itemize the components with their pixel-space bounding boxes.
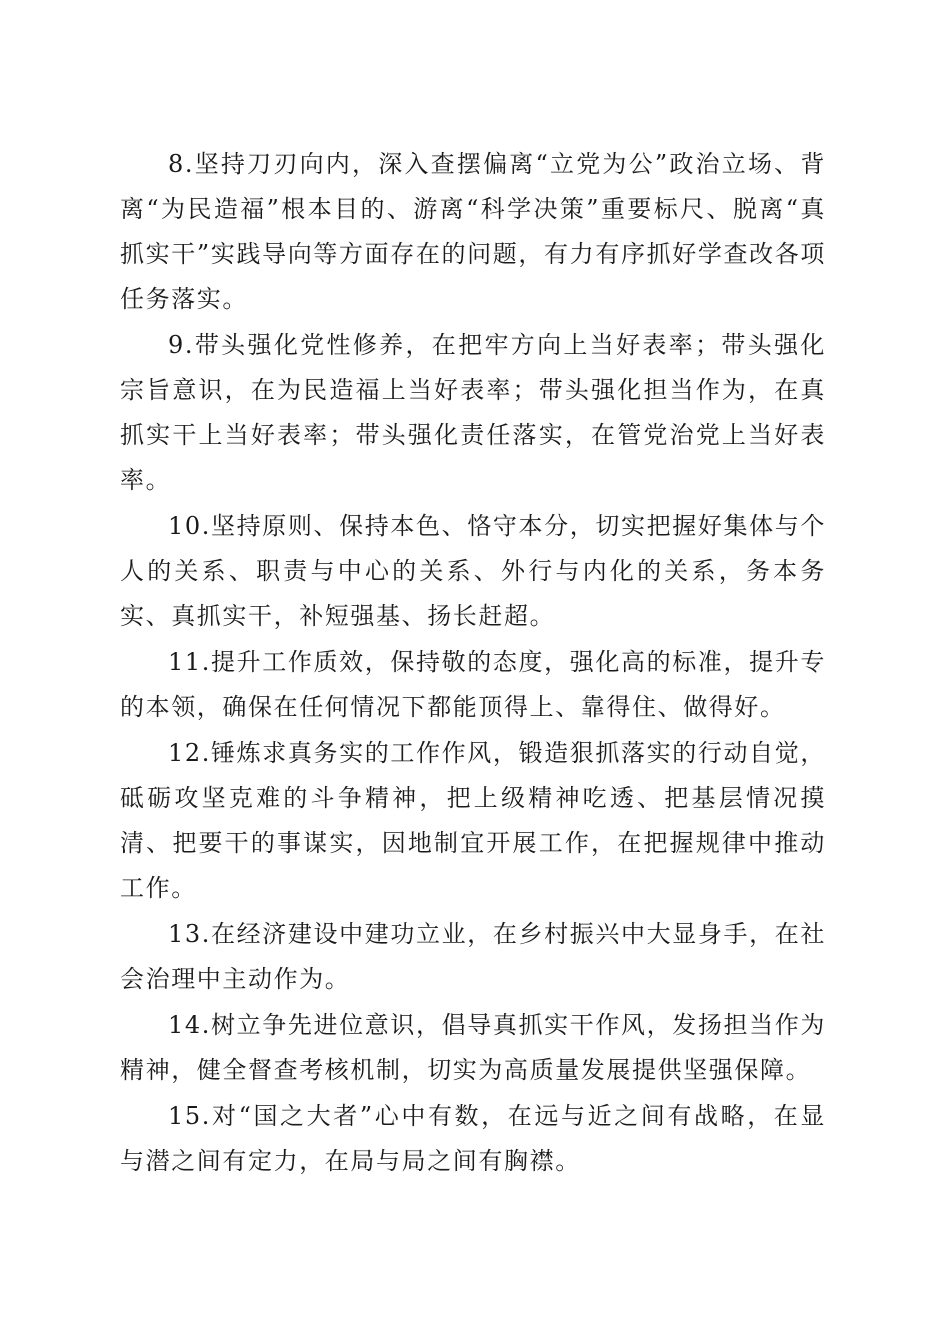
paragraph-9: 9.带头强化党性修养，在把牢方向上当好表率；带头强化宗旨意识，在为民造福上当好表率；带头强化担当作为，在真抓实干上当好表率；带头强化责任落实，在管党治党上当好表率。 (120, 331, 826, 494)
paragraph-10: 10.坚持原则、保持本色、恪守本分，切实把握好集体与个人的关系、职责与中心的关系、外行与内化的关系，务本务实、真抓实干，补短强基、扬长赶超。 (120, 512, 826, 630)
document-body (120, 142, 826, 1185)
paragraph-11: 11.提升工作质效，保持敬的态度，强化高的标准，提升专的本领，确保在任何情况下都能顶得上、靠得住、做得好。 (120, 648, 826, 721)
paragraph-14: 14.树立争先进位意识，倡导真抓实干作风，发扬担当作为精神，健全督查考核机制，切实为高质量发展提供坚强保障。 (120, 1011, 826, 1084)
paragraph-15: 15.对“国之大者”心中有数，在远与近之间有战略，在显与潜之间有定力，在局与局之间有胸襟。 (120, 1102, 826, 1175)
paragraph-13: 13.在经济建设中建功立业，在乡村振兴中大显身手，在社会治理中主动作为。 (120, 920, 826, 993)
paragraph-12: 12.锤炼求真务实的工作作风，锻造狠抓落实的行动自觉，砥砺攻坚克难的斗争精神，把上级精神吃透、把基层情况摸清、把要干的事谋实，因地制宜开展工作，在把握规律中推动工作。 (120, 739, 826, 902)
paragraph-8: 8.坚持刀刃向内，深入查摆偏离“立党为公”政治立场、背离“为民造福”根本目的、游离“科学决策”重要标尺、脱离“真抓实干”实践导向等方面存在的问题，有力有序抓好学查改各项任务落实。 (120, 150, 826, 313)
